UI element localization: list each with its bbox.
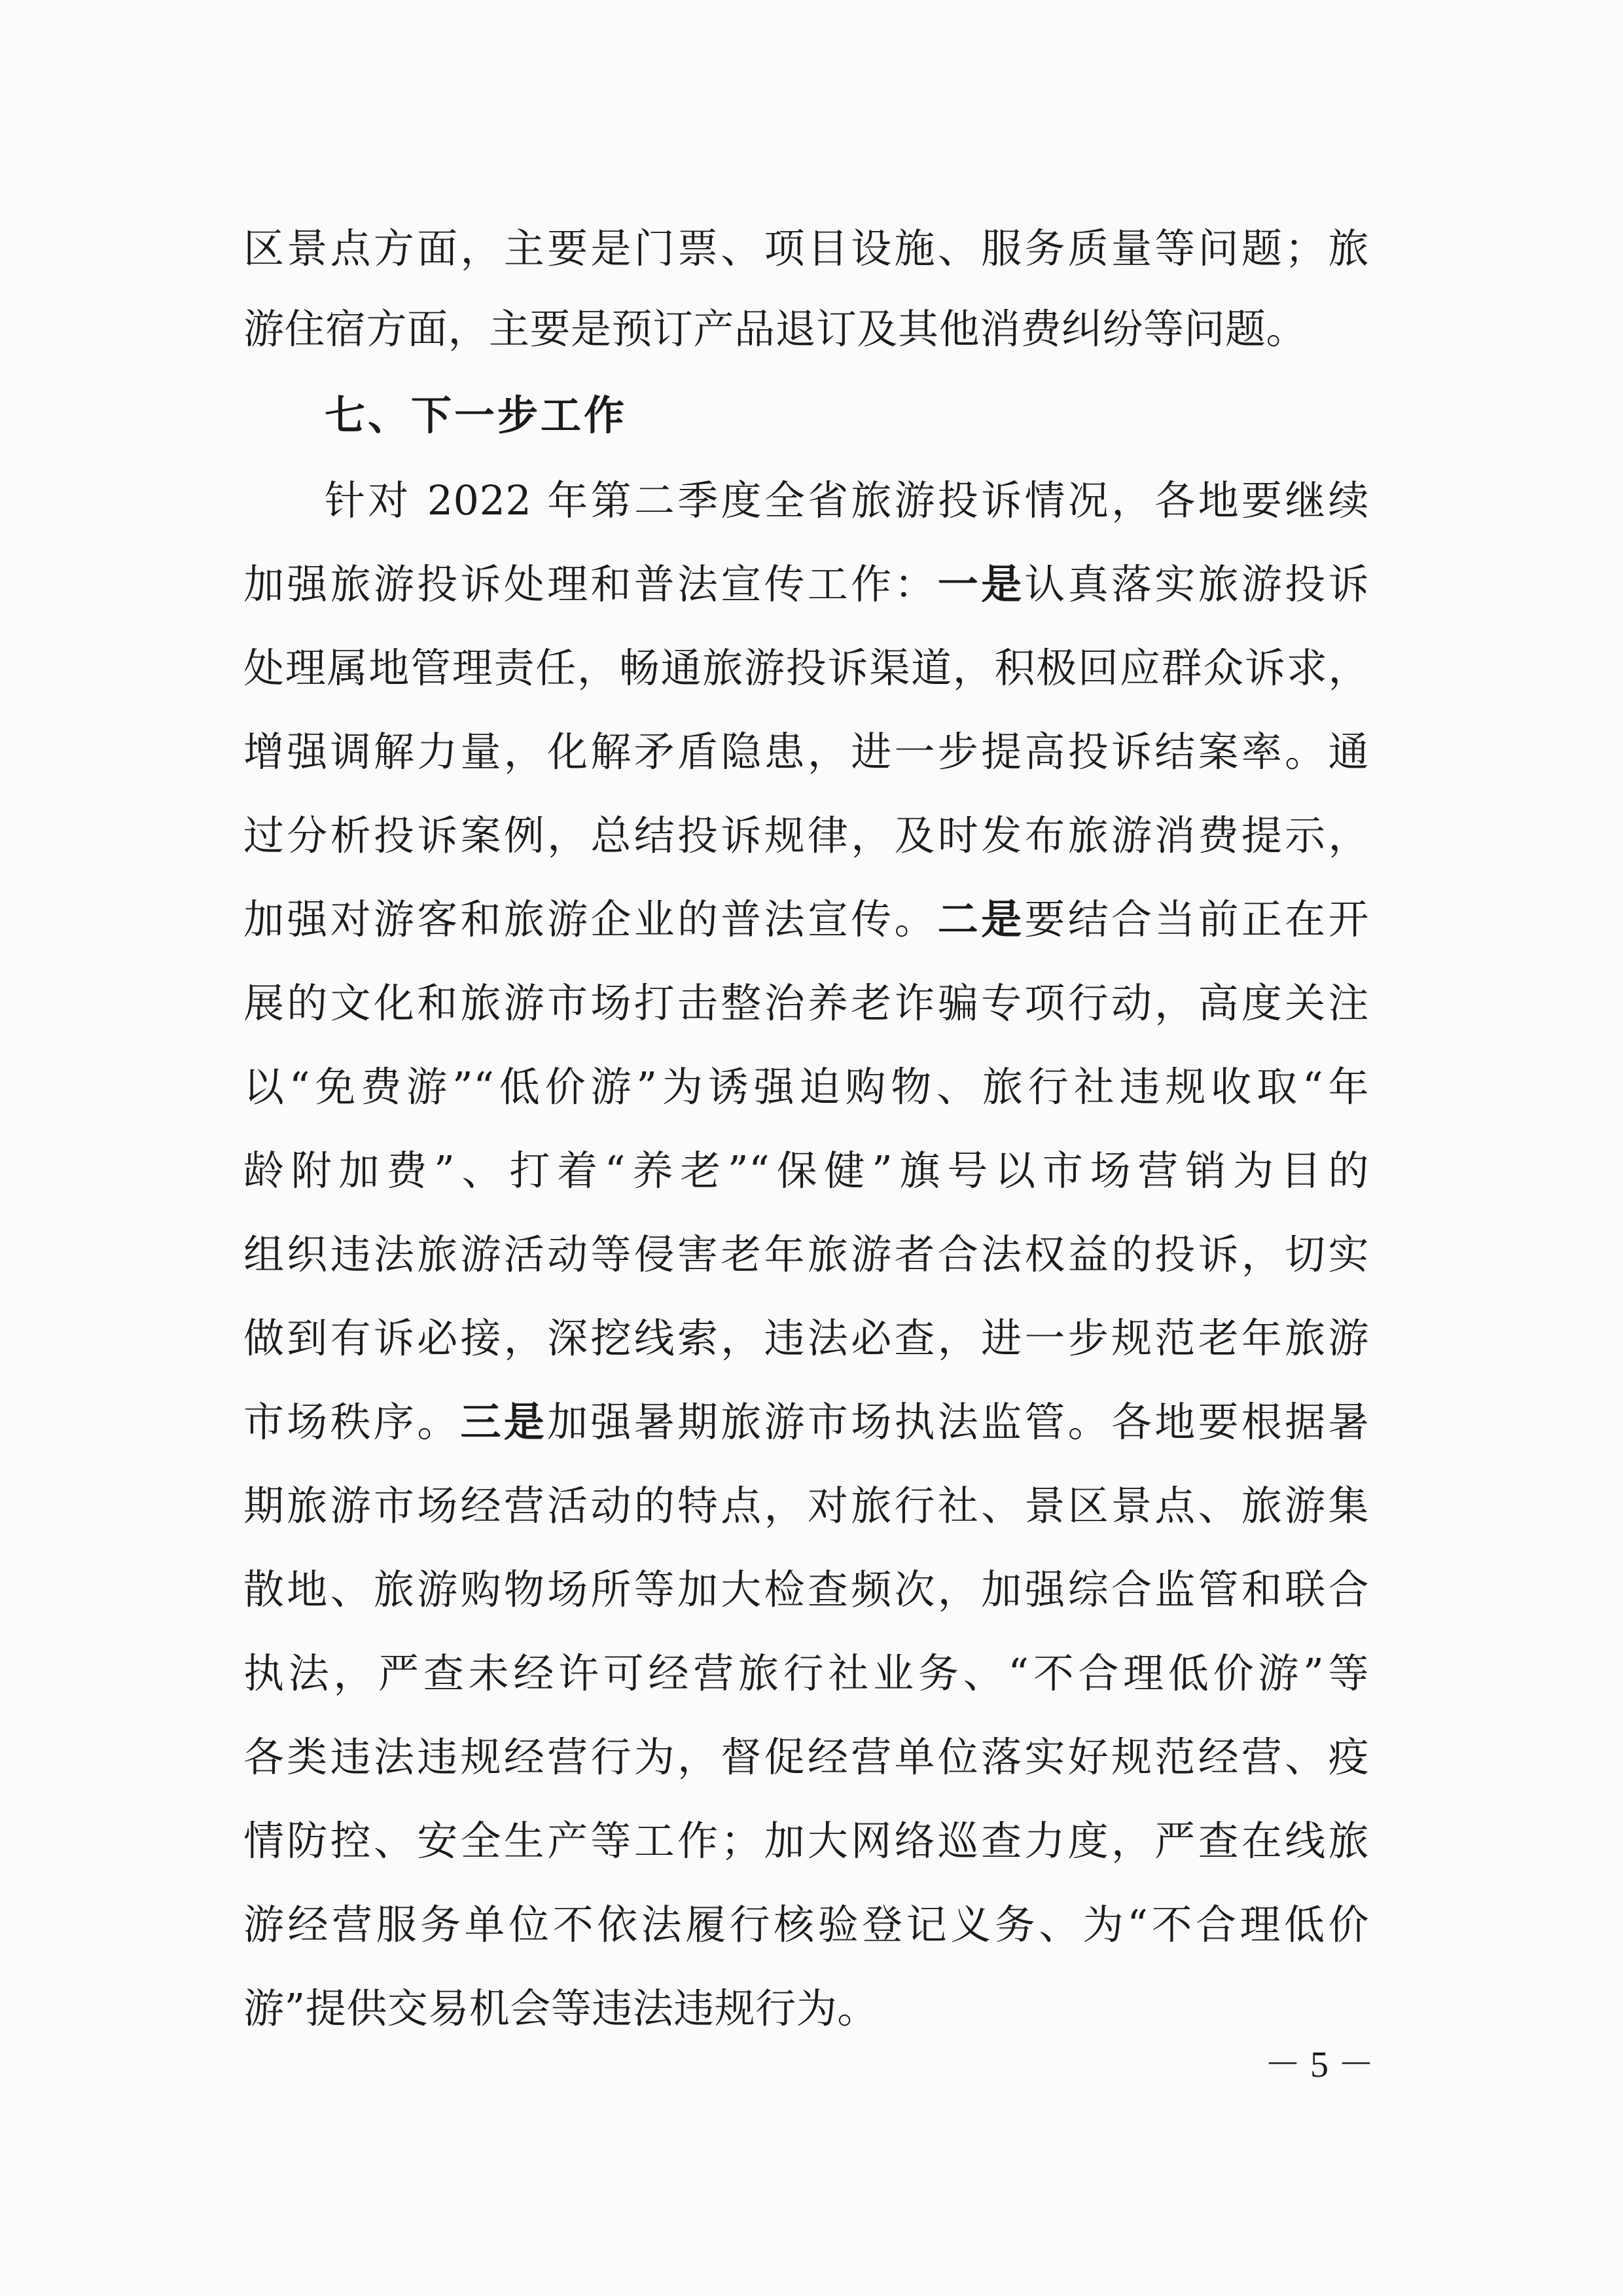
paragraph-line: 做到有诉必接，深挖线索，违法必查，进一步规范老年旅游 (243, 1314, 1369, 1362)
section-heading: 七、下一步工作 (325, 391, 628, 439)
paragraph-line: 处理属地管理责任，畅通旅游投诉渠道，积极回应群众诉求， (243, 644, 1369, 692)
paragraph-line: 针对 2022 年第二季度全省旅游投诉情况，各地要继续 (325, 476, 1369, 524)
emphasis-marker: 二是 (937, 895, 1025, 943)
emphasis-marker: 三是 (460, 1398, 548, 1446)
paragraph-line: 散地、旅游购物场所等加大检查频次，加强综合监管和联合 (243, 1566, 1369, 1613)
paragraph-line: 龄附加费”、打着“养老”“保健”旗号以市场营销为目的 (243, 1147, 1369, 1194)
text-segment: 加强对游客和旅游企业的普法宣传。 (243, 895, 938, 943)
paragraph-line: 各类违法违规经营行为，督促经营单位落实好规范经营、疫 (243, 1733, 1369, 1781)
paragraph-line: 期旅游市场经营活动的特点，对旅行社、景区景点、旅游集 (243, 1482, 1369, 1530)
paragraph-line: 游住宿方面，主要是预订产品退订及其他消费纠纷等问题。 (243, 305, 1308, 353)
text-segment: 市场秩序。 (243, 1398, 461, 1446)
page-number: － 5 － (1264, 2045, 1374, 2085)
paragraph-line: 执法，严查未经许可经营旅行社业务、“不合理低价游”等 (243, 1649, 1369, 1697)
paragraph-line: 展的文化和旅游市场打击整治养老诈骗专项行动，高度关注 (243, 979, 1369, 1027)
paragraph-line: 区景点方面，主要是门票、项目设施、服务质量等问题；旅 (243, 224, 1369, 272)
emphasis-marker: 一是 (937, 560, 1025, 608)
paragraph-line: 以“免费游”“低价游”为诱强迫购物、旅行社违规收取“年 (243, 1063, 1369, 1111)
text-segment: 认真落实旅游投诉 (1024, 560, 1369, 608)
text-segment: 要结合当前正在开 (1024, 895, 1369, 943)
paragraph-line: 增强调解力量，化解矛盾隐患，进一步提高投诉结案率。通 (243, 728, 1369, 776)
paragraph-line: 游”提供交易机会等违法违规行为。 (243, 1984, 878, 2032)
text-segment: 加强暑期旅游市场执法监管。各地要根据暑 (547, 1398, 1369, 1446)
paragraph-line: 过分析投诉案例，总结投诉规律，及时发布旅游消费提示， (243, 812, 1369, 859)
paragraph-line: 游经营服务单位不依法履行核验登记义务、为“不合理低价 (243, 1901, 1369, 1948)
paragraph-line: 情防控、安全生产等工作；加大网络巡查力度，严查在线旅 (243, 1817, 1369, 1865)
text-segment: 加强旅游投诉处理和普法宣传工作： (243, 560, 938, 608)
paragraph-line: 组织违法旅游活动等侵害老年旅游者合法权益的投诉，切实 (243, 1230, 1369, 1278)
